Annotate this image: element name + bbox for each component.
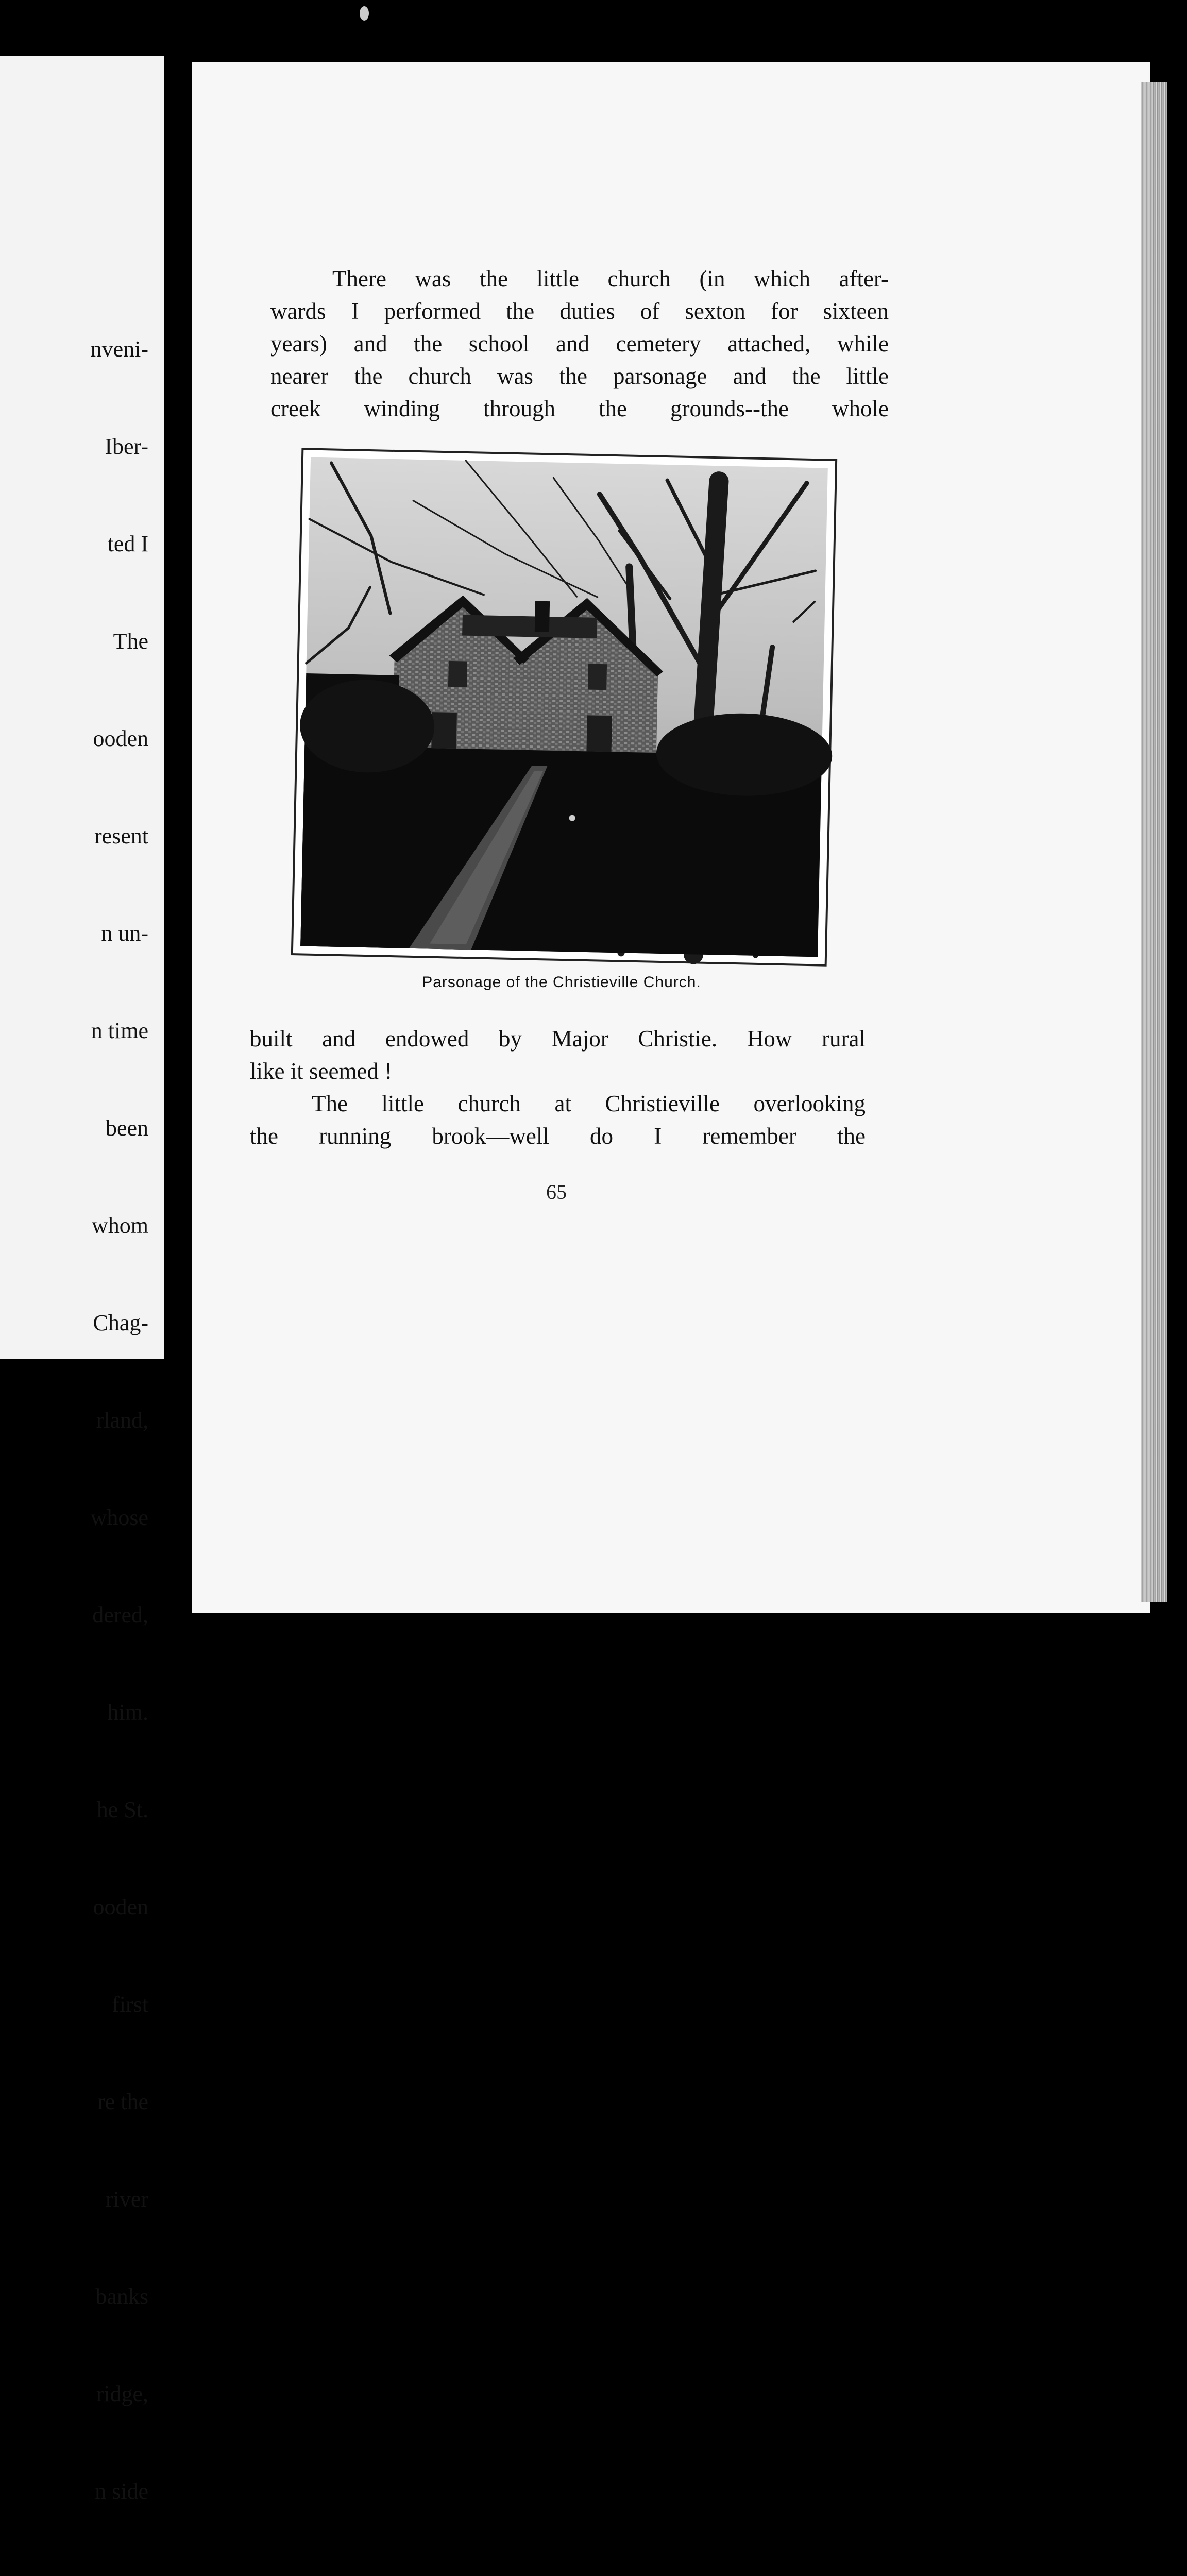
top-paragraph [270,263,889,425]
parsonage-photo [291,448,837,967]
left-line: him. [107,1700,148,1725]
left-line: Iber- [105,434,148,459]
text-line: wards I performed the duties of sexton for sixteen [270,298,889,324]
parsonage-photo-image [300,457,828,957]
text-line: The little church at Christieville overlooking [312,1091,866,1116]
text-line: creek winding through the grounds--the whole [270,396,889,421]
left-line: first [112,1992,148,2017]
left-line: rland, [96,1408,148,1433]
photo-caption: Parsonage of the Christieville Church. [422,974,701,991]
text-line: years) and the school and cemetery attached, while [270,331,889,357]
left-line: Chag- [93,1310,148,1335]
left-line: he St. [96,1797,148,1822]
left-page [0,56,164,2504]
left-line: ted I [107,531,148,556]
left-line: n side [95,2479,148,2504]
left-line: resent [94,823,148,849]
left-line: n un- [101,921,148,946]
text-line: built and endowed by Major Christie. How rural [250,1026,866,1052]
text-line: like it seemed ! [250,1058,393,1084]
left-line: river [105,2187,148,2212]
left-line: banks [95,2284,148,2309]
left-line: The [113,629,148,654]
text-line: There was the little church (in which after- [332,266,889,292]
left-line: re the [97,2089,148,2114]
left-line: nveni- [90,336,148,362]
left-line: whom [92,1213,148,1238]
bottom-text [250,1023,866,1153]
left-line: ooden [93,1894,148,1920]
clip-mark [360,6,369,21]
left-page-text [91,268,148,2576]
left-line: ridge, [96,2381,148,2406]
text-line: the running brook—well do I remember the [250,1123,866,1149]
page-edges [1141,82,1167,1602]
left-line: ooden [93,726,148,751]
left-line: been [105,1115,148,1141]
text-line: nearer the church was the parsonage and the little [270,363,889,389]
page-number: 65 [546,1180,567,1204]
left-line: dered, [92,1602,148,1628]
left-line: n time [91,1018,148,1043]
left-line [91,2572,148,2576]
left-line: whose [90,1505,148,1530]
